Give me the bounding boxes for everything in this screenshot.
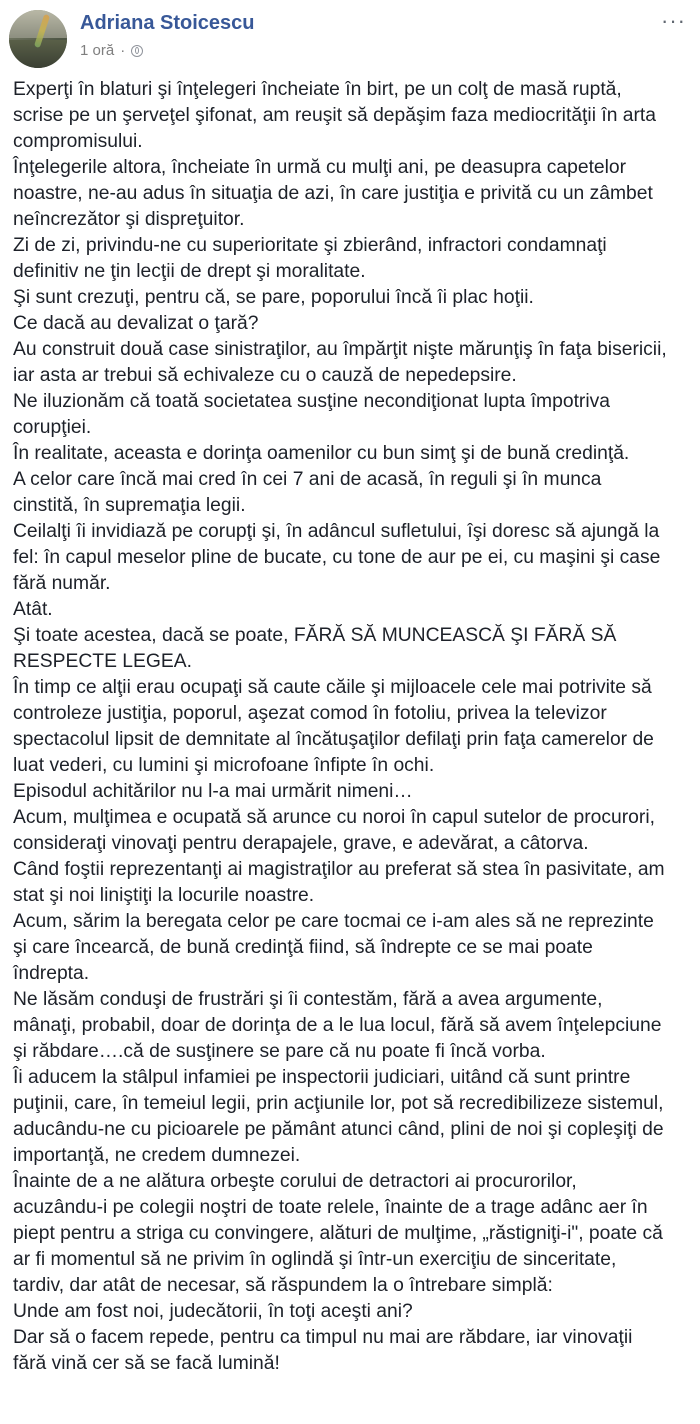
post-text-line: Atât. (13, 599, 53, 620)
post-text-line: piept pentru a striga cu convingere, alături de mulţime, „răstigniţi-i", poate că (13, 1223, 663, 1244)
post-text-line: Zi de zi, privindu-ne cu superioritate şi zbierând, infractori condamnaţi (13, 235, 607, 256)
post-timestamp[interactable]: 1 oră (80, 42, 115, 59)
post-text-line: corupţiei. (13, 417, 92, 438)
post-text-line: cinstită, în supremaţia legii. (13, 495, 246, 516)
post-text-line: stat şi noi liniştiţi la locurile noastre. (13, 885, 315, 906)
post-text-line: şi care încearcă, de bună credinţă fiind, să îndrepte ce se mai poate (13, 937, 593, 958)
post-meta (80, 42, 143, 59)
post-text-line: Când foştii reprezentanţi ai magistraţilor au preferat să stea în pasivitate, am (13, 859, 665, 880)
post-text-line: Şi sunt crezuţi, pentru că, se pare, poporului încă îi plac hoţii. (13, 287, 534, 308)
post-text-line: Acum, mulţimea e ocupată să arunce cu noroi în capul sutelor de procurori, (13, 807, 655, 828)
post-text-line: A celor care încă mai cred în cei 7 ani de acasă, în reguli şi în munca (13, 469, 602, 490)
post-text-line: scrise pe un şerveţel şifonat, am reuşit să depăşim faza mediocrităţii în arta (13, 105, 656, 126)
post-text-line: şi răbdare….că de susţinere se pare că nu poate fi încă vorba. (13, 1041, 546, 1062)
post-text-line: Şi toate acestea, dacă se poate, FĂRĂ SĂ MUNCEASCĂ ŞI FĂRĂ SĂ (13, 625, 617, 646)
post-text-line: luat vederi, cu lumini şi microfoane înfipte în ochi. (13, 755, 435, 776)
post-text-line: fără număr. (13, 573, 111, 594)
post-text-line: Acum, sărim la beregata celor pe care tocmai ce i-am ales să ne reprezinte (13, 911, 654, 932)
post-text (13, 77, 697, 1377)
post-text-line: Unde am fost noi, judecătorii, în toţi aceşti ani? (13, 1301, 413, 1322)
post-text-line: importanţă, ne credem dumnezei. (13, 1145, 301, 1166)
post-header (0, 0, 700, 70)
post-text-line: Îi aducem la stâlpul infamiei pe inspectorii judiciari, uitând că sunt printre (13, 1067, 631, 1088)
post-text-line: Înainte de a ne alătura orbeşte corului de detractori ai procurorilor, (13, 1171, 577, 1192)
post-text-line: îndrepta. (13, 963, 90, 984)
post-text-line: definitiv ne ţin lecţii de drept şi moralitate. (13, 261, 366, 282)
post-text-line: consideraţi vinovaţi pentru derapajele, grave, e adevărat, a câtorva. (13, 833, 589, 854)
post-text-line: Ceilalţi îi invidiază pe corupţi şi, în adâncul sufletului, îşi doresc să ajungă la (13, 521, 660, 542)
globe-icon[interactable] (131, 45, 143, 57)
post-text-line: spectacolul lipsit de demnitate al încătuşaţilor defilaţi prin faţa camerelor de (13, 729, 654, 750)
post-text-line: Ce dacă au devalizat o ţară? (13, 313, 259, 334)
post-text-line: iar asta ar trebui să echivaleze cu o cauză de nepedepsire. (13, 365, 517, 386)
post-text-line: compromisului. (13, 131, 143, 152)
post-text-line: Au construit două case sinistraţilor, au împărţit nişte mărunţiş în faţa bisericii, (13, 339, 667, 360)
post-text-line: tardiv, dar atât de necesar, să răspundem la o întrebare simplă: (13, 1275, 553, 1296)
avatar[interactable] (9, 10, 67, 68)
post-text-line: În realitate, aceasta e dorinţa oamenilor cu bun simţ şi de bună credinţă. (13, 443, 630, 464)
post-text-line: controleze justiţia, poporul, aşezat comod în fotoliu, privea la televizor (13, 703, 607, 724)
post-text-line: Experţi în blaturi şi înţelegeri încheiate în birt, pe un colţ de masă ruptă, (13, 79, 622, 100)
post-text-line: Înţelegerile altora, încheiate în urmă cu mulţi ani, pe deasupra capetelor (13, 157, 627, 178)
post-text-line: Ne iluzionăm că toată societatea susţine necondiţionat lupta împotriva (13, 391, 610, 412)
post-text-line: mânaţi, probabil, doar de dorinţa de a le lua locul, fără să avem înţelepciune (13, 1015, 662, 1036)
author-name[interactable]: Adriana Stoicescu (80, 12, 255, 34)
post-text-line: Ne lăsăm conduşi de frustrări şi îi contestăm, fără a avea argumente, (13, 989, 603, 1010)
post-text-line: Episodul achitărilor nu l-a mai urmărit nimeni… (13, 781, 413, 802)
post-text-line: neîncrezător şi dispreţuitor. (13, 209, 245, 230)
post-text-line: Dar să o facem repede, pentru ca timpul nu mai are răbdare, iar vinovaţii (13, 1327, 633, 1348)
post-text-line: puţinii, care, în temeiul legii, prin acţiunile lor, pot să recredibilizeze sistemul, (13, 1093, 664, 1114)
post-text-line: fel: în capul meselor pline de bucate, cu tone de aur pe ei, cu maşini şi case (13, 547, 661, 568)
post-text-line: RESPECTE LEGEA. (13, 651, 192, 672)
post-text-line: fără vină cer să se facă lumină! (13, 1353, 280, 1374)
post-text-line: noastre, ne-au adus în situaţia de azi, în care justiţia e privită cu un zâmbet (13, 183, 653, 204)
meta-separator: · (120, 42, 126, 59)
post-text-line: ar fi momentul să ne privim în oglindă şi într-un exerciţiu de sinceritate, (13, 1249, 617, 1270)
more-options-icon[interactable]: ··· (661, 8, 686, 33)
post-text-line: aducându-ne cu picioarele pe pământ atunci când, plini de noi şi copleşiţi de (13, 1119, 664, 1140)
post-text-line: acuzându-i pe colegii noştri de toate relele, înainte de a trage adânc aer în (13, 1197, 648, 1218)
post-text-line: În timp ce alţii erau ocupaţi să caute căile şi mijloacele cele mai potrivite să (13, 677, 652, 698)
